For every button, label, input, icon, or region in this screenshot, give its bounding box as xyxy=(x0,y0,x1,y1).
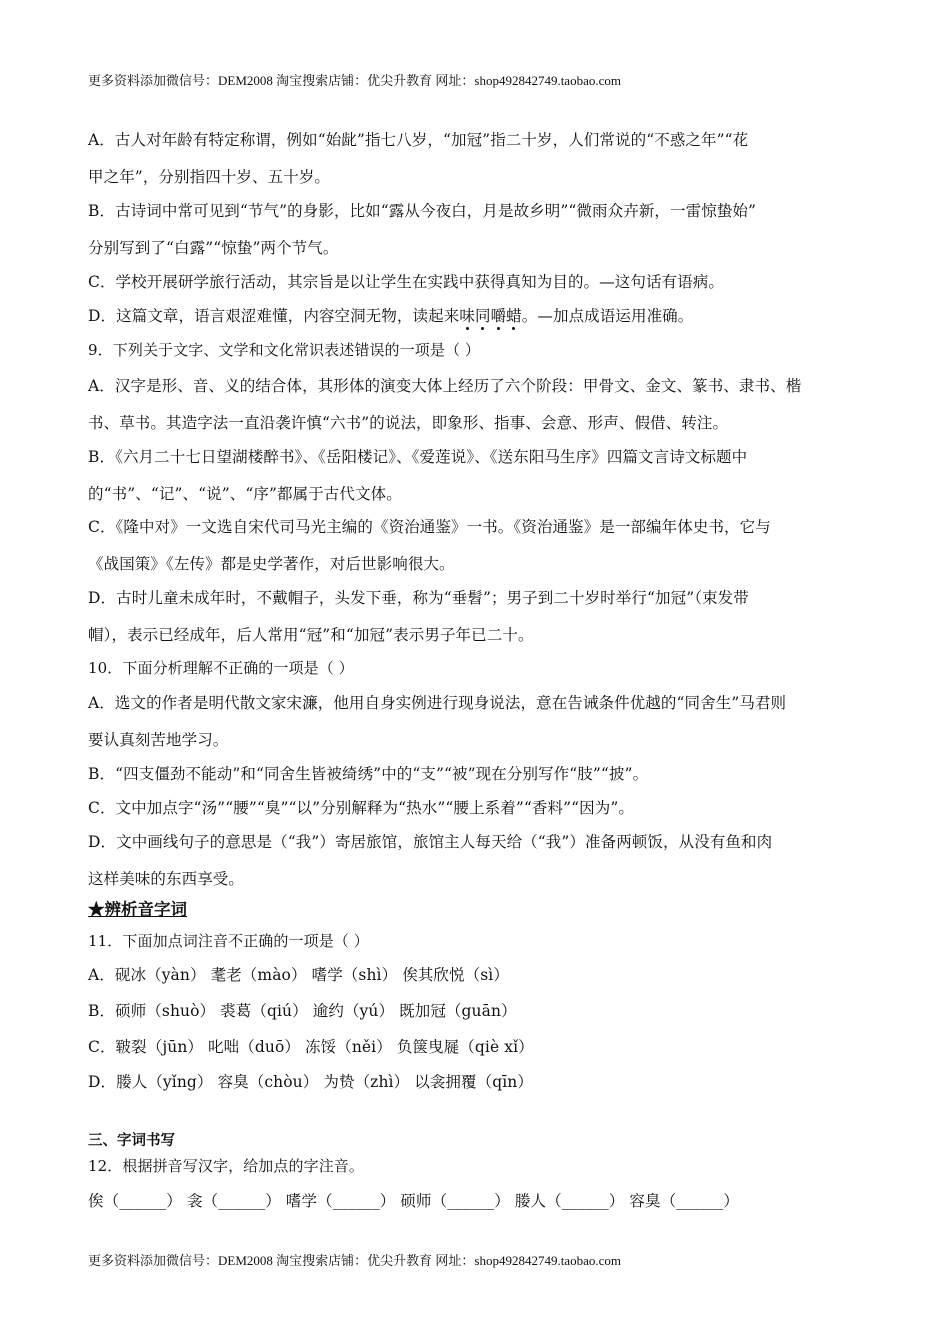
page-header: 更多资料添加微信号：DEM2008 淘宝搜索店铺：优尖升教育 网址：shop492842749.taobao.com xyxy=(88,73,621,88)
line-suffix: 。—加点成语运用准确。 xyxy=(521,307,694,325)
option-line: A．砚冰（yàn） 耄老（mào） 嗜学（shì） 俟其欣悦（sì） xyxy=(88,966,509,984)
question-11: 11．下面加点词注音不正确的一项是（ ） xyxy=(88,932,369,950)
option-line: 要认真刻苦地学习。 xyxy=(88,731,229,749)
option-line: C．皲裂（jūn） 叱咄（duō） 冻馁（něi） 负箧曳屣（qiè xǐ） xyxy=(88,1038,534,1056)
dotted-char: 蜡 xyxy=(506,307,522,325)
option-line: B．《六月二十七日望湖楼醉书》、《岳阳楼记》、《爱莲说》、《送东阳马生序》四篇文言诗文标题中 xyxy=(88,448,748,466)
dotted-char: 同 xyxy=(474,307,491,325)
option-line: 分别写到了“白露”“惊蛰”两个节气。 xyxy=(88,239,339,257)
section-heading: ★辨析音字词 xyxy=(88,900,187,919)
question-10: 10．下面分析理解不正确的一项是（ ） xyxy=(88,659,354,677)
line-prefix: D．这篇文章，语言艰涩难懂，内容空洞无物，读起来 xyxy=(88,307,460,325)
option-line: 甲之年”，分别指四十岁、五十岁。 xyxy=(88,168,331,186)
option-line: A．古人对年龄有特定称谓，例如“始龀”指七八岁，“加冠”指二十岁，人们常说的“不惑之年”“花 xyxy=(88,131,749,149)
option-line: 书、草书。其造字法一直沿袭许慎“六书”的说法，即象形、指事、会意、形声、假借、转注。 xyxy=(88,414,729,432)
option-line: 这样美味的东西享受。 xyxy=(88,870,245,888)
option-line-dotted xyxy=(88,304,693,326)
question-9: 9．下列关于文字、文学和文化常识表述错误的一项是（ ） xyxy=(88,341,481,359)
option-line: 《战国策》《左传》都是史学著作，对后世影响很大。 xyxy=(88,555,455,573)
option-line: C．文中加点字“汤”“腰”“臭”“以”分别解释为“热水”“腰上系着”“香料”“因为”。 xyxy=(88,799,634,817)
option-line: A．汉字是形、音、义的结合体，其形体的演变大体上经历了六个阶段：甲骨文、金文、篆书、隶书、楷 xyxy=(88,377,802,395)
option-line: 的“书”、“记”、“说”、“序”都属于古代文体。 xyxy=(88,485,402,503)
question-12: 12．根据拼音写汉字，给加点的字注音。 xyxy=(88,1157,364,1175)
option-line: D．媵人（yǐng） 容臭（chòu） 为贽（zhì） 以衾拥覆（qīn） xyxy=(88,1073,533,1091)
option-line: D．古时儿童未成年时，不戴帽子，头发下垂，称为“垂髫”；男子到二十岁时举行“加冠”（束发带 xyxy=(88,589,749,607)
option-line: B．“四支僵劲不能动”和“同舍生皆被绮绣”中的“支”“被”现在分别写作“肢”“披”。 xyxy=(88,765,649,783)
option-line: C．《隆中对》一文选自宋代司马光主编的《资治通鉴》一书。《资治通鉴》是一部编年体史书，它与 xyxy=(88,518,771,536)
option-line: D．文中画线句子的意思是（“我”）寄居旅馆，旅馆主人每天给（“我”）准备两顿饭，从没有鱼和肉 xyxy=(88,833,773,851)
option-line: B．硕师（shuò） 裘葛（qiú） 逾约（yú） 既加冠（guān） xyxy=(88,1002,517,1020)
fill-blank-line: 俟（______） 衾（______） 嗜学（______） 硕师（______） 媵人（______） 容臭（______） xyxy=(88,1192,739,1210)
option-line: A．选文的作者是明代散文家宋濂，他用自身实例进行现身说法，意在告诫条件优越的“同舍生”马君则 xyxy=(88,694,787,712)
part-heading: 三、字词书写 xyxy=(88,1132,175,1149)
page-footer: 更多资料添加微信号：DEM2008 淘宝搜索店铺：优尖升教育 网址：shop492842749.taobao.com xyxy=(88,1253,621,1268)
option-line: B．古诗词中常可见到“节气”的身影，比如“露从今夜白，月是故乡明”“微雨众卉新，一雷惊蛰始” xyxy=(88,202,757,220)
dotted-char: 嚼 xyxy=(490,307,507,325)
option-line: 帽），表示已经成年，后人常用“冠”和“加冠”表示男子年已二十。 xyxy=(88,626,534,644)
option-line: C．学校开展研学旅行活动，其宗旨是以让学生在实践中获得真知为目的。—这句话有语病。 xyxy=(88,273,724,291)
dotted-char: 味 xyxy=(459,307,475,325)
